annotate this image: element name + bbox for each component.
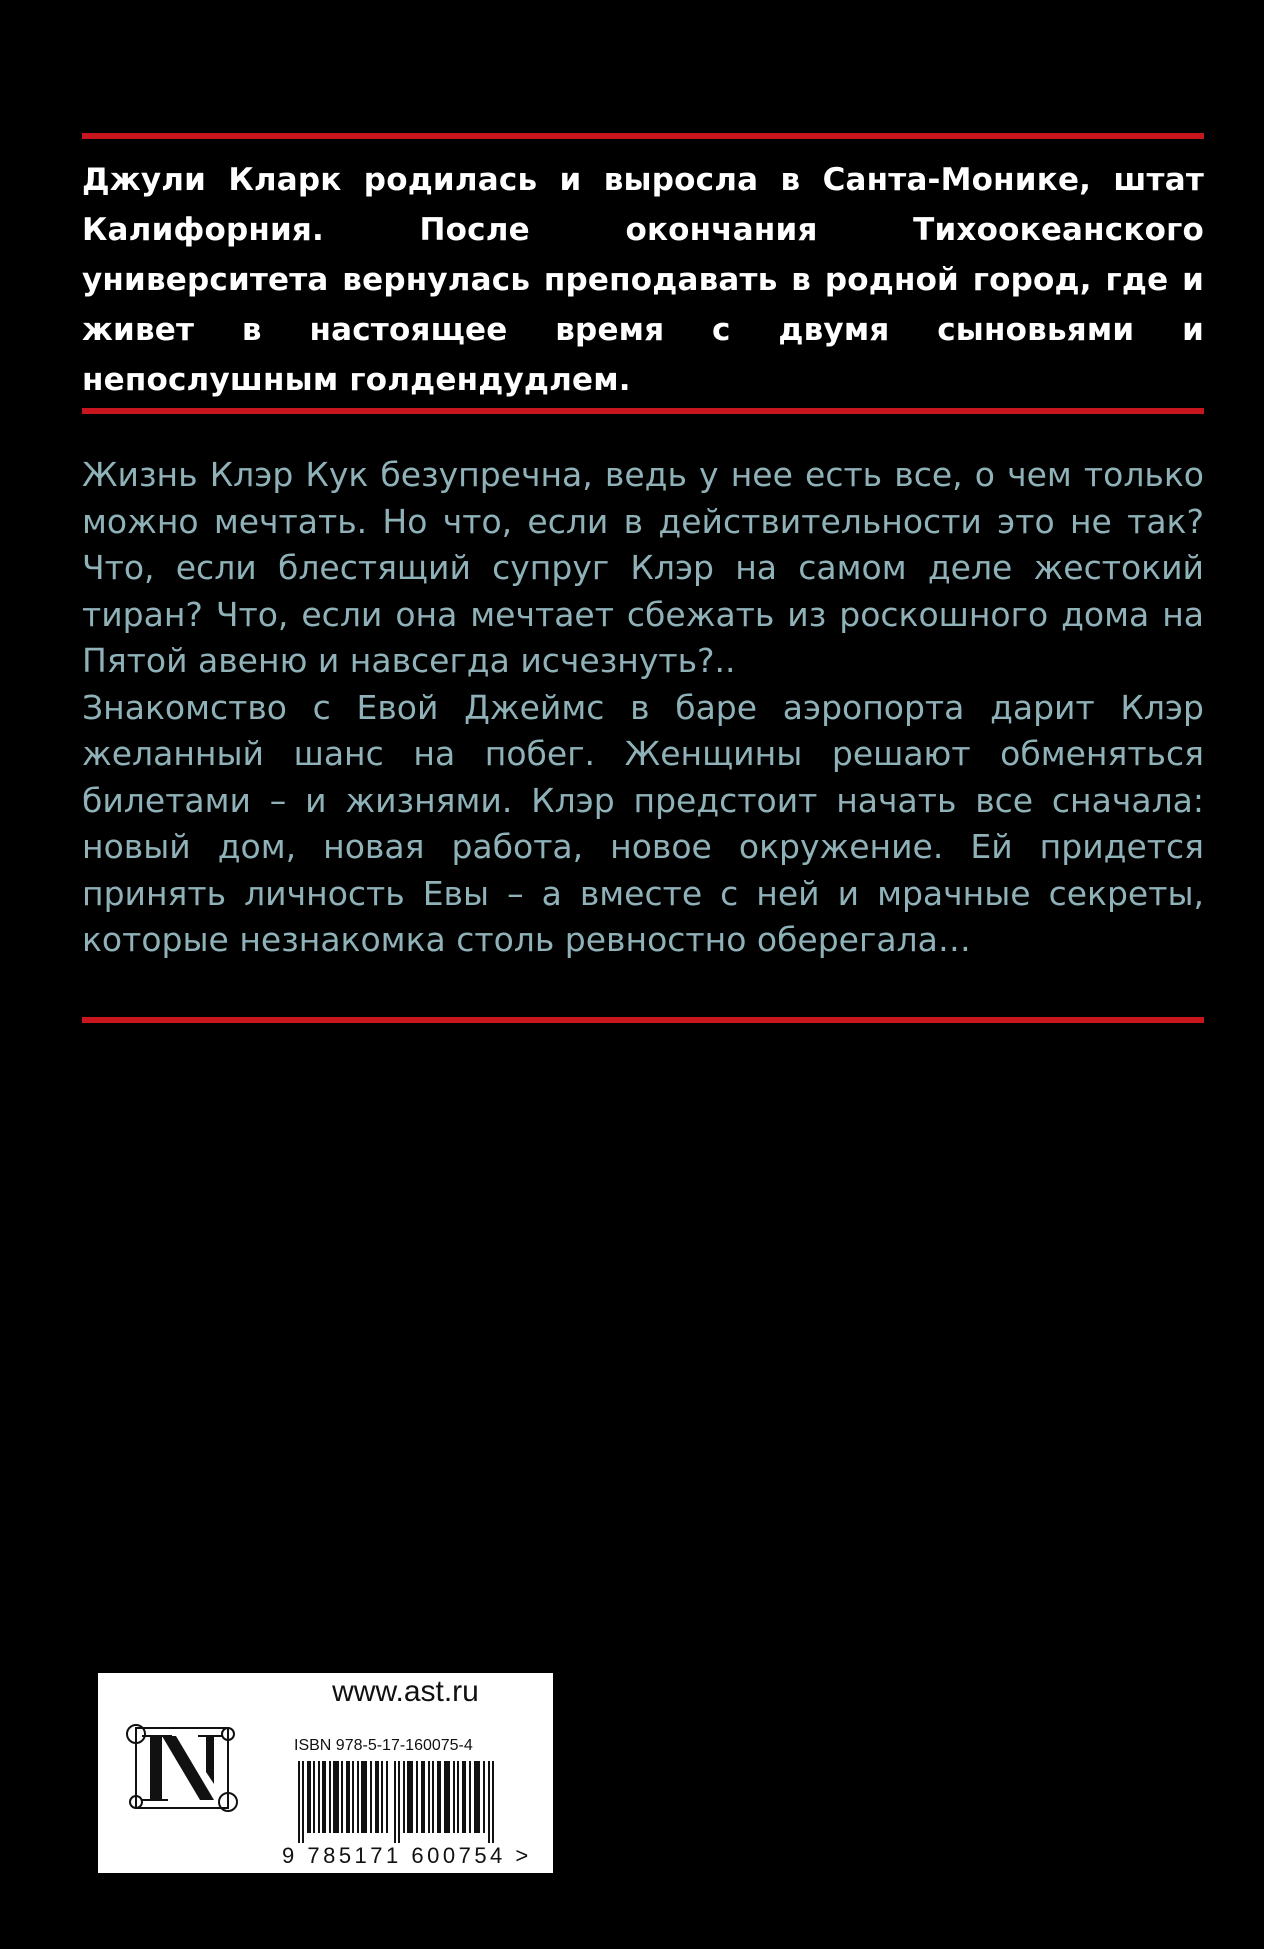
author-bio: Джули Кларк родилась и выросла в Санта-Монике, штат Калифорния. После окончания Тихоокеанского университета вернулась преподавать в родной город, где и живет в настоящее время с двумя сыновьями и непослушным голдендудлем. <box>82 162 1204 398</box>
annotation-paragraph-2: Знакомство с Евой Джеймс в баре аэропорта дарит Клэр желанный шанс на побег. Женщины решают обменяться билетами – и жизнями. Клэр предстоит начать все сначала: новый дом, новая работа, новое окружение. Ей придется принять личность Евы – а вместе с ней и мрачные секреты, которые незнакомка столь ревностно оберегала… <box>82 687 1204 959</box>
barcode-panel <box>98 1673 553 1873</box>
top-red-rule <box>82 133 1204 139</box>
annotation-paragraph-1: Жизнь Клэр Кук безупречна, ведь у нее есть все, о чем только можно мечтать. Но что, если в действительности это не так? Что, если блестящий супруг Клэр на самом деле жестокий тиран? Что, если она мечтает сбежать из роскошного дома на Пятой авеню и навсегда исчезнуть?.. <box>82 455 1204 680</box>
middle-red-rule <box>82 408 1204 414</box>
isbn-number: ISBN 978-5-17-160075-4 <box>294 1737 473 1754</box>
publisher-n-logo-icon <box>122 1720 240 1820</box>
book-annotation <box>82 452 1204 964</box>
bottom-red-rule <box>82 1017 1204 1023</box>
barcode-digits: 9 785171 600754 > <box>282 1843 532 1868</box>
publisher-website: www.ast.ru <box>332 1675 479 1708</box>
barcode-bars <box>298 1761 508 1843</box>
